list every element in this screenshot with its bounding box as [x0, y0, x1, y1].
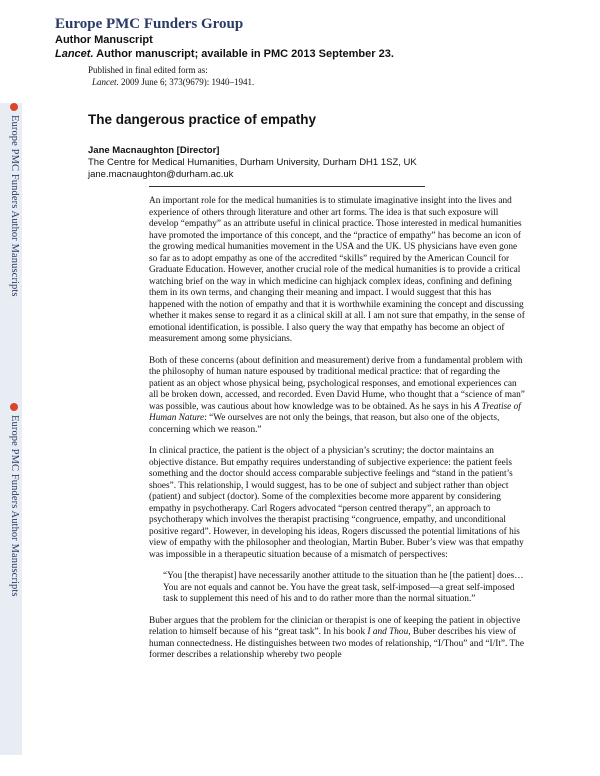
paragraph-4-text-a: Buber argues that the problem for the clinician or therapist is one of keeping the patient in objective relation to himself because of his “great task”. In his book — [149, 615, 521, 637]
funders-group-title: Europe PMC Funders Group — [55, 16, 244, 32]
book-title-buber: I and Thou — [367, 627, 409, 637]
paragraph-4 — [149, 616, 527, 662]
paragraph-3: In clinical practice, the patient is the object of a physician’s scrutiny; the doctor maintains an objective distance. But empathy requires understanding of subjective experience: the patient feels something and the doctor should access comparable subjective feelings and “stand in the patient’s shoes”. This relationship, I would suggest, has to be one of subject and subject rather than object (patient) and subject (doctor). Some of the complexities become more apparent by considering empathy in psychotherapy. Carl Rogers advocated “person centred therapy”, an approach to psychotherapy which involves the therapist practising “congruence, empathy, and unconditional positive regard”. However, in developing his ideas, Rogers discussed the potential limitations of his view of empathy with the philosopher and theologian, Martin Buber. Buber’s view was that empathy was impossible in a therapeutic situation because of a mismatch of perspectives: — [149, 446, 524, 560]
book-title-hume: A Treatise of Human Nature — [149, 401, 521, 423]
paragraph-4-text-b: , Buber describes his view of human connectedness. He distinguishes between two modes of relationship, “I/Thou” and “I/It”. The former describes a relationship whereby two people — [149, 627, 524, 660]
paragraph-1: An important role for the medical humanities is to stimulate imaginative insight into the lives and experience of others through literature and other art forms. The idea is that such exposure will develop “empathy” as an attribute useful in clinical practice. Those interested in medical humanities have promoted the importance of this concept, and the “practice of empathy” has become an icon of the growing medical humanities movement in the USA and the UK. US physicians have even gone so far as to adopt empathy as one of the accredited “skills” required by the American Council for Graduate Education. However, another crucial role of the medical humanities is to provide a critical watching brief on the way in which medicine can highjack complex ideas, confining and defining them in its own terms, and changing their meaning and impact. I would suggest that this has happened with the notion of empathy and that it is worthwhile examining the concept and discussing whether it makes sense to regard it as a clinical skill at all. I am not sure that empathy, in the sense of emotional identification, is possible. I also query the way that empathy has become an object of measurement among some physicians. — [149, 196, 525, 344]
sidebar-label-text: Europe PMC Funders Author Manuscripts — [9, 115, 20, 297]
section-divider — [149, 186, 425, 187]
author-manuscript-label: Author Manuscript — [55, 34, 153, 46]
author-affiliation: The Centre for Medical Humanities, Durham University, Durham DH1 1SZ, UK — [88, 157, 417, 168]
citation-journal: Lancet. — [92, 77, 119, 87]
citation-details: 2009 June 6; 373(9679): 1940–1941. — [121, 77, 255, 87]
article-body — [149, 196, 527, 672]
journal-name: Lancet. — [55, 48, 94, 60]
author-name: Jane Macnaughton [Director] — [88, 145, 220, 156]
sidebar-label-bottom — [2, 403, 20, 597]
pmc-logo-icon — [10, 403, 18, 411]
publication-info — [88, 64, 254, 88]
sidebar-label-top — [2, 103, 20, 297]
author-email[interactable]: jane.macnaughton@durham.ac.uk — [88, 169, 234, 180]
published-in-label: Published in final edited form as: — [88, 65, 208, 75]
availability-text: Author manuscript; available in PMC 2013 September 23. — [96, 48, 394, 60]
paragraph-2-text-b: : “We ourselves are not only the beings, that reason, but also one of the objects, concerning which we reason.” — [149, 413, 500, 435]
buber-quote: “You [the therapist] have necessarily another attitude to the situation than he [the patient] does…You are not equals and cannot be. You have the great task, self-imposed—a great self-imposed task to supplement this need of his and to do rather more than the normal situation.” — [163, 571, 524, 604]
sidebar-label-text: Europe PMC Funders Author Manuscripts — [9, 415, 20, 597]
citation-line — [88, 76, 254, 88]
pmc-logo-icon — [10, 103, 18, 111]
author-block — [88, 145, 417, 181]
paragraph-2 — [149, 356, 527, 437]
paragraph-2-text-a: Both of these concerns (about definition and measurement) derive from a fundamental problem with the philosophy of human nature espoused by traditional medical practice: that of regarding the patient as an object whose physical being, psychological responses, and emotional experiences can all be broken down, accessed, and recorded. Even David Hume, who thought that a “science of man” was possible, was cautious about how knowledge was to be obtained. As he says in his — [149, 355, 525, 412]
availability-line — [55, 47, 394, 61]
page-header — [55, 16, 394, 61]
article-title: The dangerous practice of empathy — [88, 112, 317, 127]
